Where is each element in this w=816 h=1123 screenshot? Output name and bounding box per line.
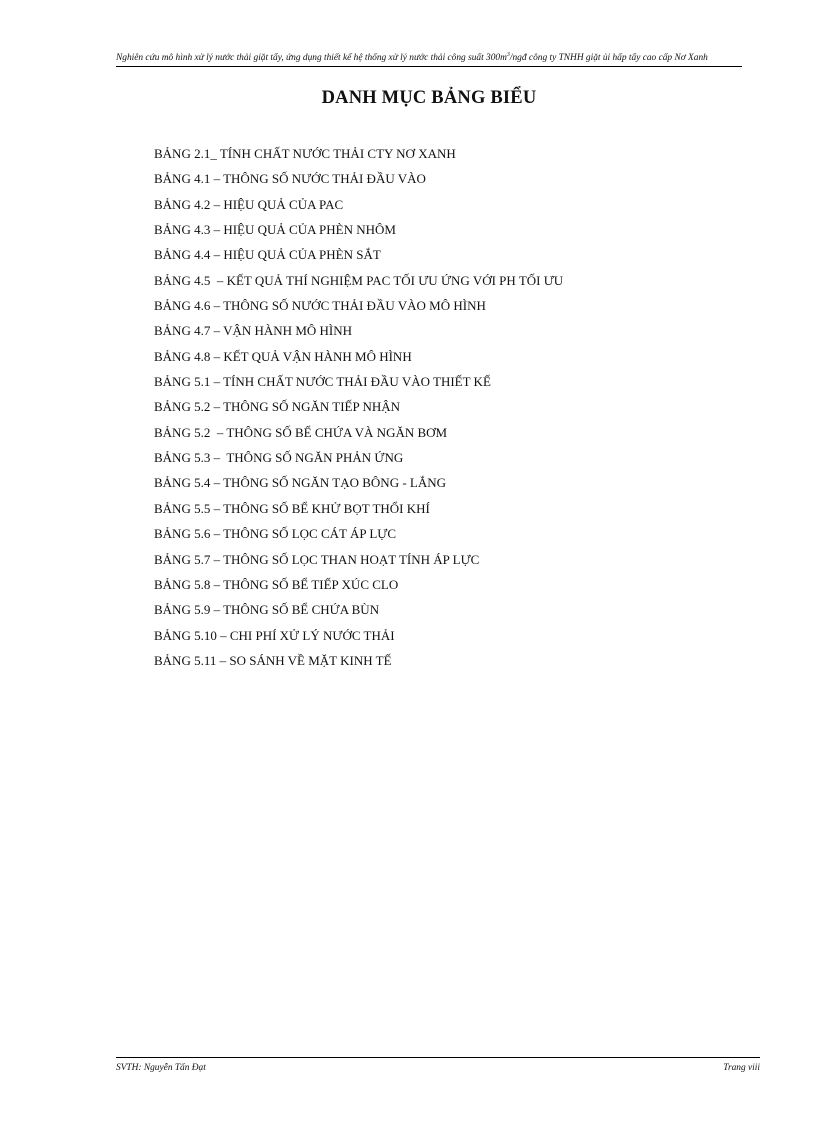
running-footer [116, 1057, 760, 1073]
table-list [154, 146, 563, 678]
header-text-part1: Nghiên cứu mô hình xử lý nước thải giặt tẩy, ứng dụng thiết kế hệ thống xử lý nước thải công suất 300m [116, 53, 507, 63]
table-list-item[interactable]: BẢNG 5.5 – THÔNG SỐ BỂ KHỬ BỌT THỔI KHÍ [154, 500, 430, 516]
footer-page-number: Trang viii [723, 1063, 760, 1073]
header-superscript: 3 [506, 51, 510, 58]
table-list-item[interactable]: BẢNG 5.2 – THÔNG SỐ NGĂN TIẾP NHẬN [154, 399, 401, 415]
table-list-item[interactable]: BẢNG 5.9 – THÔNG SỐ BỂ CHỨA BÙN [154, 602, 380, 618]
table-list-item[interactable]: BẢNG 5.8 – THÔNG SỐ BỂ TIẾP XÚC CLO [154, 576, 399, 592]
table-list-item[interactable]: BẢNG 5.10 – CHI PHÍ XỬ LÝ NƯỚC THẢI [154, 627, 395, 643]
table-list-item[interactable]: BẢNG 5.6 – THÔNG SỐ LỌC CÁT ÁP LỰC [154, 526, 397, 542]
table-list-item[interactable]: BẢNG 5.1 – TÍNH CHẤT NƯỚC THẢI ĐẦU VÀO THIẾT KẾ [154, 374, 491, 390]
table-list-item[interactable]: BẢNG 5.3 – THÔNG SỐ NGĂN PHẢN ỨNG [154, 450, 404, 466]
footer-author: SVTH: Nguyễn Tấn Đạt [116, 1063, 206, 1073]
table-list-item[interactable]: BẢNG 4.1 – THÔNG SỐ NƯỚC THẢI ĐẦU VÀO [154, 171, 426, 187]
table-list-item[interactable]: BẢNG 4.2 – HIỆU QUẢ CỦA PAC [154, 196, 344, 212]
table-list-item[interactable]: BẢNG 4.4 – HIỆU QUẢ CỦA PHÈN SẮT [154, 247, 381, 263]
table-list-item[interactable]: BẢNG 4.6 – THÔNG SỐ NƯỚC THẢI ĐẦU VÀO MÔ HÌNH [154, 298, 486, 314]
table-list-item[interactable]: BẢNG 4.7 – VẬN HÀNH MÔ HÌNH [154, 323, 353, 339]
running-header [116, 52, 742, 67]
table-list-item[interactable]: BẢNG 4.3 – HIỆU QUẢ CỦA PHÈN NHÔM [154, 222, 396, 238]
table-list-item[interactable]: BẢNG 4.5 – KẾT QUẢ THÍ NGHIỆM PAC TỐI ƯU ỨNG VỚI PH TỐI ƯU [154, 272, 564, 288]
table-list-item[interactable]: BẢNG 5.2 – THÔNG SỐ BỂ CHỨA VÀ NGĂN BƠM [154, 424, 448, 440]
table-list-item[interactable]: BẢNG 5.4 – THÔNG SỐ NGĂN TẠO BÔNG - LẮNG [154, 475, 447, 491]
table-list-item[interactable]: BẢNG 2.1_ TÍNH CHẤT NƯỚC THẢI CTY NƠ XANH [154, 146, 456, 161]
table-list-item[interactable]: BẢNG 5.7 – THÔNG SỐ LỌC THAN HOẠT TÍNH ÁP LỰC [154, 551, 480, 567]
page-title: DANH MỤC BẢNG BIỂU [321, 88, 537, 108]
table-list-item[interactable]: BẢNG 4.8 – KẾT QUẢ VẬN HÀNH MÔ HÌNH [154, 348, 412, 364]
header-text-part2: /ngđ công ty TNHH giặt ủi hấp tẩy cao cấp Nơ Xanh [509, 53, 708, 63]
table-list-item[interactable]: BẢNG 5.11 – SO SÁNH VỀ MẶT KINH TẾ [154, 652, 392, 668]
